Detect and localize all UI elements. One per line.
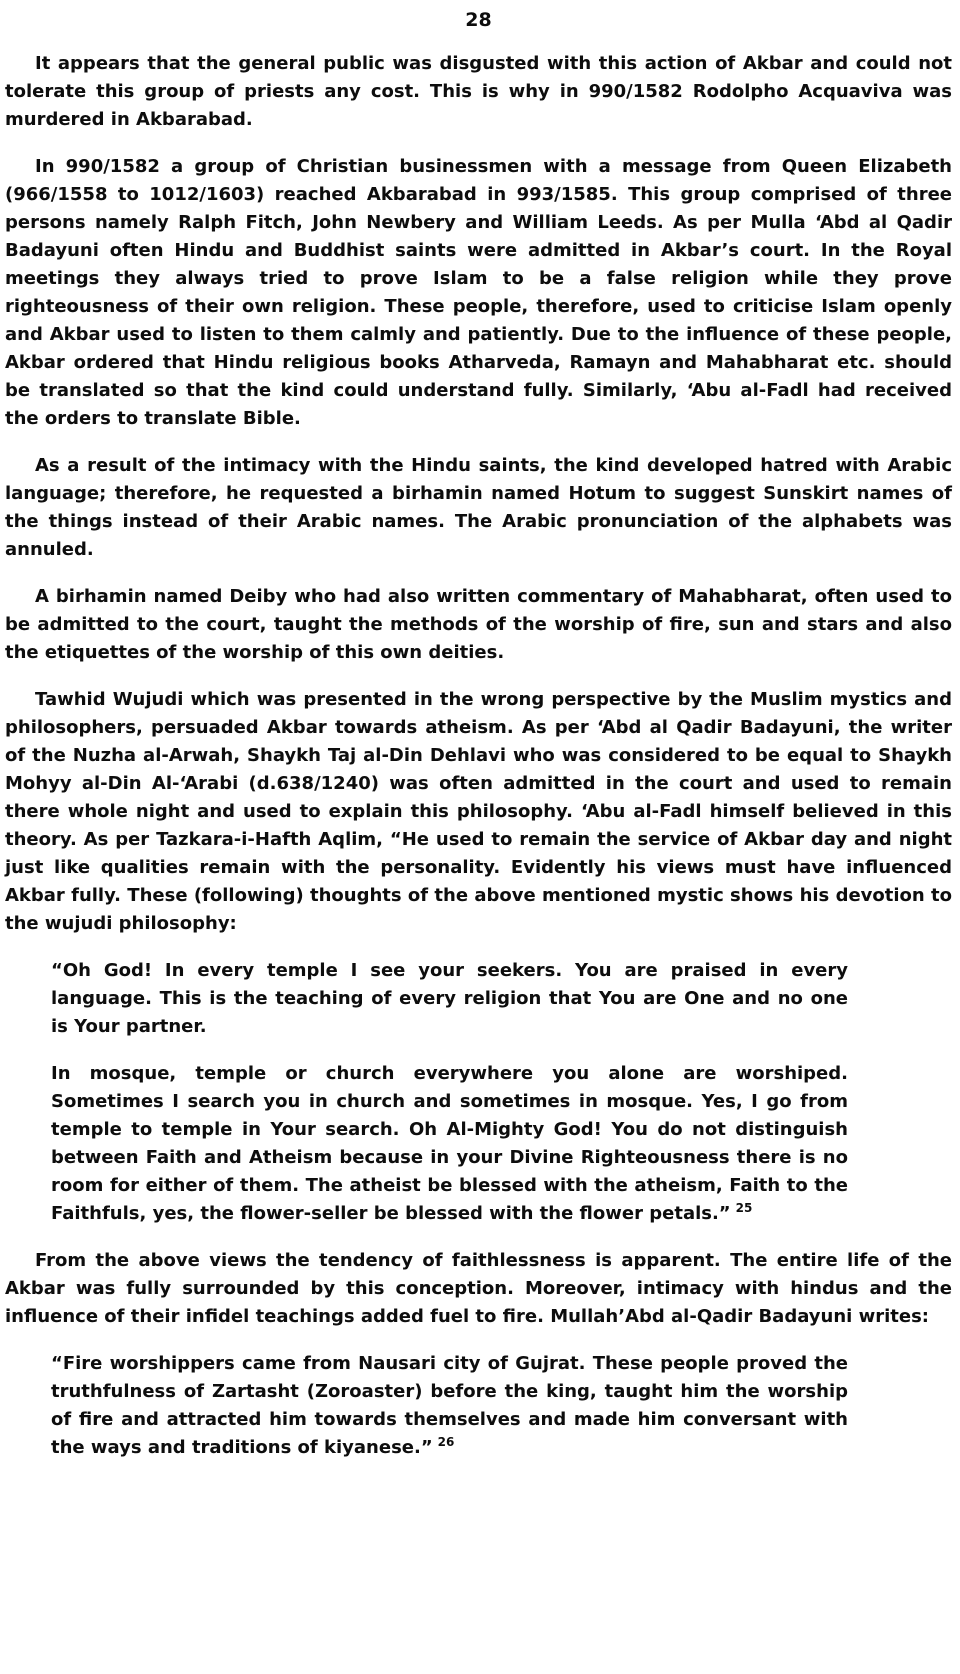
block-quote-mosque-temple-church	[51, 1060, 848, 1228]
footnote-reference-25: 25	[735, 1201, 753, 1215]
page-number: 28	[465, 9, 492, 31]
paragraph-christian-businessmen: In 990/1582 a group of Christian businessmen with a message from Queen Elizabeth (966/1558 to 1012/1603) reached Akbarabad in 993/1585. This group comprised of three persons namely Ralph Fitch, John Newbery and William Leeds. As per Mulla ‘Abd al Qadir Badayuni often Hindu and Buddhist saints were admitted in Akbar’s court. In the Royal meetings they always tried to prove Islam to be a false religion while they prove righteousness of their own religion. These people, therefore, used to criticise Islam openly and Akbar used to listen to them calmly and patiently. Due to the influence of these people, Akbar ordered that Hindu religious books Atharveda, Ramayn and Mahabharat etc. should be translated so that the kind could understand fully. Similarly, ‘Abu al-Fadl had received the orders to translate Bible.	[5, 156, 952, 429]
paragraph-faithlessness-tendency: From the above views the tendency of faithlessness is apparent. The entire life of the Akbar was fully surrounded by this conception. Moreover, intimacy with hindus and the influence of their infidel teachings added fuel to fire. Mullah’Abd al-Qadir Badayuni writes:	[5, 1250, 952, 1327]
block-quote-oh-god: “Oh God! In every temple I see your seekers. You are praised in every language. This is the teaching of every religion that You are One and no one is Your partner.	[51, 960, 848, 1037]
footnote-reference-26: 26	[437, 1435, 455, 1449]
paragraph-akbar-public-reaction: It appears that the general public was disgusted with this action of Akbar and could not tolerate this group of priests any cost. This is why in 990/1582 Rodolpho Acquaviva was murdered in Akbarabad.	[5, 53, 952, 130]
quote-text: In mosque, temple or church everywhere you alone are worshiped. Sometimes I search you in church and sometimes in mosque. Yes, I go from temple to temple in Your search. Oh Al-Mighty God! You do not distinguish between Faith and Atheism because in your Divine Righteousness there is no room for either of them. The atheist be blessed with the atheism, Faith to the Faithfuls, yes, the flower-seller be blessed with the flower petals.”	[51, 1063, 848, 1224]
paragraph-birhamin-deiby: A birhamin named Deiby who had also written commentary of Mahabharat, often used to be admitted to the court, taught the methods of the worship of fire, sun and stars and also the etiquettes of the worship of this own deities.	[5, 586, 952, 663]
paragraph-arabic-language-hatred: As a result of the intimacy with the Hindu saints, the kind developed hatred with Arabic language; therefore, he requested a birhamin named Hotum to suggest Sunskirt names of the things instead of their Arabic names. The Arabic pronunciation of the alphabets was annuled.	[5, 455, 952, 560]
paragraph-tawhid-wujudi: Tawhid Wujudi which was presented in the wrong perspective by the Muslim mystics and philosophers, persuaded Akbar towards atheism. As per ‘Abd al Qadir Badayuni, the writer of the Nuzha al-Arwah, Shaykh Taj al-Din Dehlavi who was considered to be equal to Shaykh Mohyy al-Din Al-‘Arabi (d.638/1240) was often admitted in the court and used to remain there whole night and used to explain this philosophy. ‘Abu al-Fadl himself believed in this theory. As per Tazkara-i-Hafth Aqlim, “He used to remain the service of Akbar day and night just like qualities remain with the personality. Evidently his views must have influenced Akbar fully. These (following) thoughts of the above mentioned mystic shows his devotion to the wujudi philosophy:	[5, 689, 952, 934]
block-quote-fire-worshippers	[51, 1350, 848, 1462]
quote-text: “Fire worshippers came from Nausari city of Gujrat. These people proved the truthfulness of Zartasht (Zoroaster) before the king, taught him the worship of fire and attracted him towards themselves and made him conversant with the ways and traditions of kiyanese.”	[51, 1353, 848, 1458]
